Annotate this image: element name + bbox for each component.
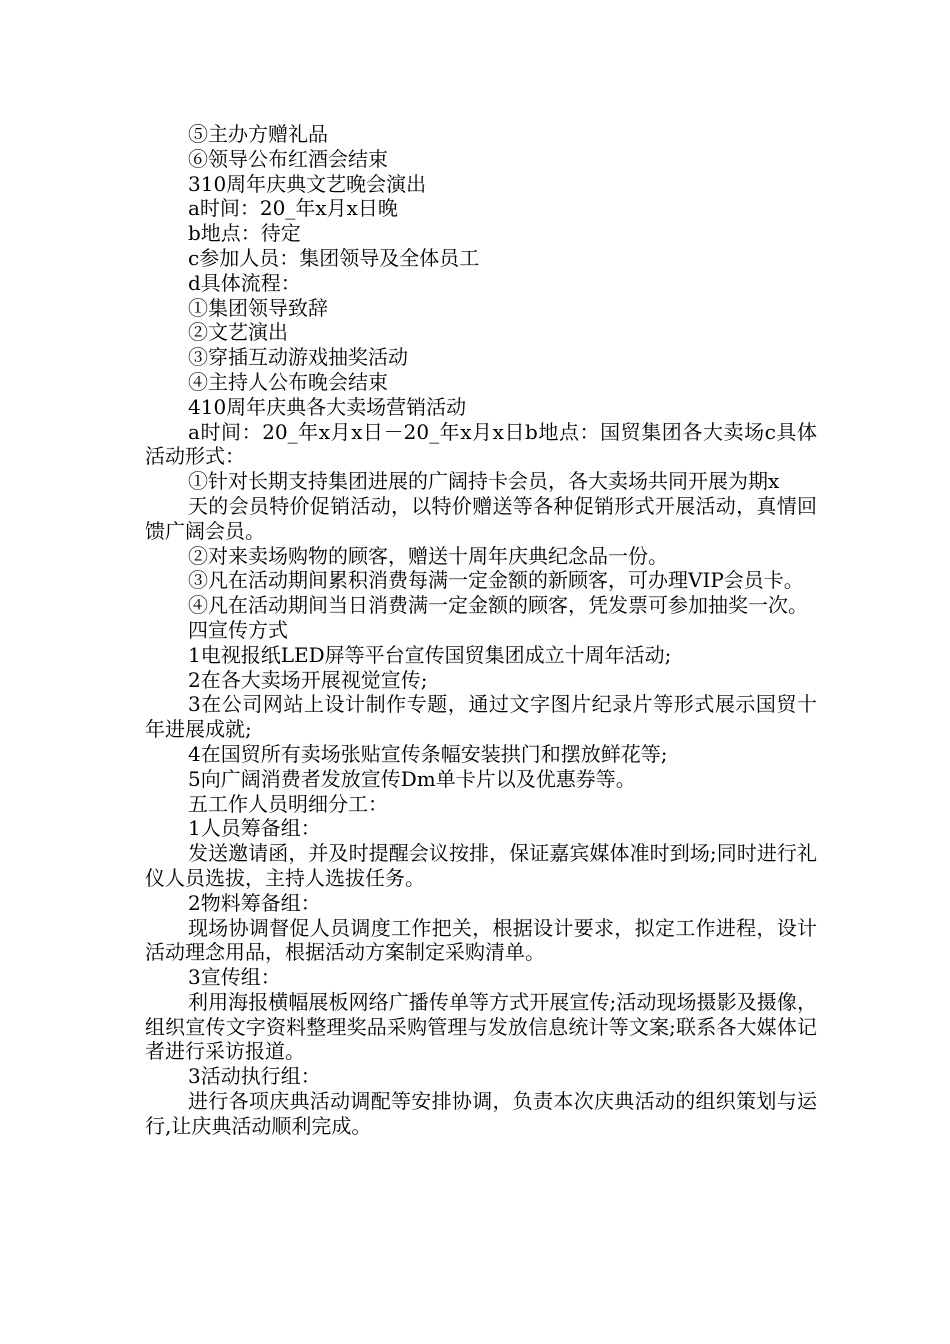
paragraph-marketing-item-4: ④凡在活动期间当日消费满一定金额的顾客，凭发票可参加抽奖一次。 <box>188 593 808 618</box>
paragraph-staff-group-2-desc: 现场协调督促人员调度工作把关，根据设计要求，拟定工作进程，设计活动理念用品，根据活动方案制定采购清单。 <box>145 915 817 965</box>
paragraph-marketing-item-3: ③凡在活动期间累积消费每满一定金额的新顾客，可办理VIP会员卡。 <box>188 568 804 593</box>
paragraph-marketing-time: a时间：20_年x月x日－20_年x月x日b地点：国贸集团各大卖场c具体活动形式： <box>145 419 817 469</box>
paragraph-gala-attendees: c参加人员：集团领导及全体员工 <box>188 245 480 270</box>
paragraph-staff-group-3-desc: 利用海报横幅展板网络广播传单等方式开展宣传;活动现场摄影及摄像，组织宣传文字资料整理奖品采购管理与发放信息统计等文案;联系各大媒体记者进行采访报道。 <box>145 989 817 1064</box>
section-heading-gala: 310周年庆典文艺晚会演出 <box>188 171 427 196</box>
section-heading-staff: 五工作人员明细分工： <box>188 791 388 816</box>
section-heading-publicity: 四宣传方式 <box>188 617 288 642</box>
paragraph-publicity-3: 3在公司网站上设计制作专题，通过文字图片纪录片等形式展示国贸十年进展成就; <box>145 692 817 742</box>
paragraph-staff-group-4-desc: 进行各项庆典活动调配等安排协调，负责本次庆典活动的组织策划与运行,让庆典活动顺利完成。 <box>145 1089 817 1138</box>
paragraph-staff-group-2: 2物料筹备组： <box>188 890 321 915</box>
paragraph-staff-group-1-desc: 发送邀请函，并及时提醒会议按排，保证嘉宾媒体准时到场;同时进行礼仪人员选拔，主持人选拔任务。 <box>145 841 817 890</box>
paragraph-staff-group-1: 1人员筹备组： <box>188 816 321 841</box>
paragraph-gala-process: d具体流程： <box>188 270 301 295</box>
paragraph-staff-group-4: 3活动执行组： <box>188 1064 321 1089</box>
paragraph-gala-step-2: ②文艺演出 <box>188 320 288 345</box>
paragraph-marketing-item-1: ①针对长期支持集团进展的广阔持卡会员，各大卖场共同开展为期x <box>188 469 780 494</box>
paragraph-publicity-1: 1电视报纸LED屏等平台宣传国贸集团成立十周年活动; <box>188 642 672 667</box>
paragraph-publicity-2: 2在各大卖场开展视觉宣传; <box>188 667 428 692</box>
paragraph-gala-time: a时间：20_年x月x日晚 <box>188 196 398 221</box>
section-heading-marketing: 410周年庆典各大卖场营销活动 <box>188 394 467 419</box>
paragraph-marketing-item-1-cont: 天的会员特价促销活动，以特价赠送等各种促销形式开展活动，真情回馈广阔会员。 <box>145 493 817 543</box>
document-page <box>145 122 817 1139</box>
paragraph-gala-step-3: ③穿插互动游戏抽奖活动 <box>188 345 408 370</box>
paragraph-publicity-5: 5向广阔消费者发放宣传Dm单卡片以及优惠券等。 <box>188 766 636 791</box>
paragraph-gala-step-1: ①集团领导致辞 <box>188 295 328 320</box>
paragraph-wine-end: ⑥领导公布红酒会结束 <box>188 146 388 171</box>
paragraph-gift: ⑤主办方赠礼品 <box>188 122 328 146</box>
paragraph-gala-location: b地点：待定 <box>188 221 301 246</box>
paragraph-gala-step-4: ④主持人公布晚会结束 <box>188 369 388 394</box>
paragraph-publicity-4: 4在国贸所有卖场张贴宣传条幅安装拱门和摆放鲜花等; <box>188 741 668 766</box>
paragraph-marketing-item-2: ②对来卖场购物的顾客，赠送十周年庆典纪念品一份。 <box>188 543 668 568</box>
paragraph-staff-group-3: 3宣传组： <box>188 965 281 990</box>
